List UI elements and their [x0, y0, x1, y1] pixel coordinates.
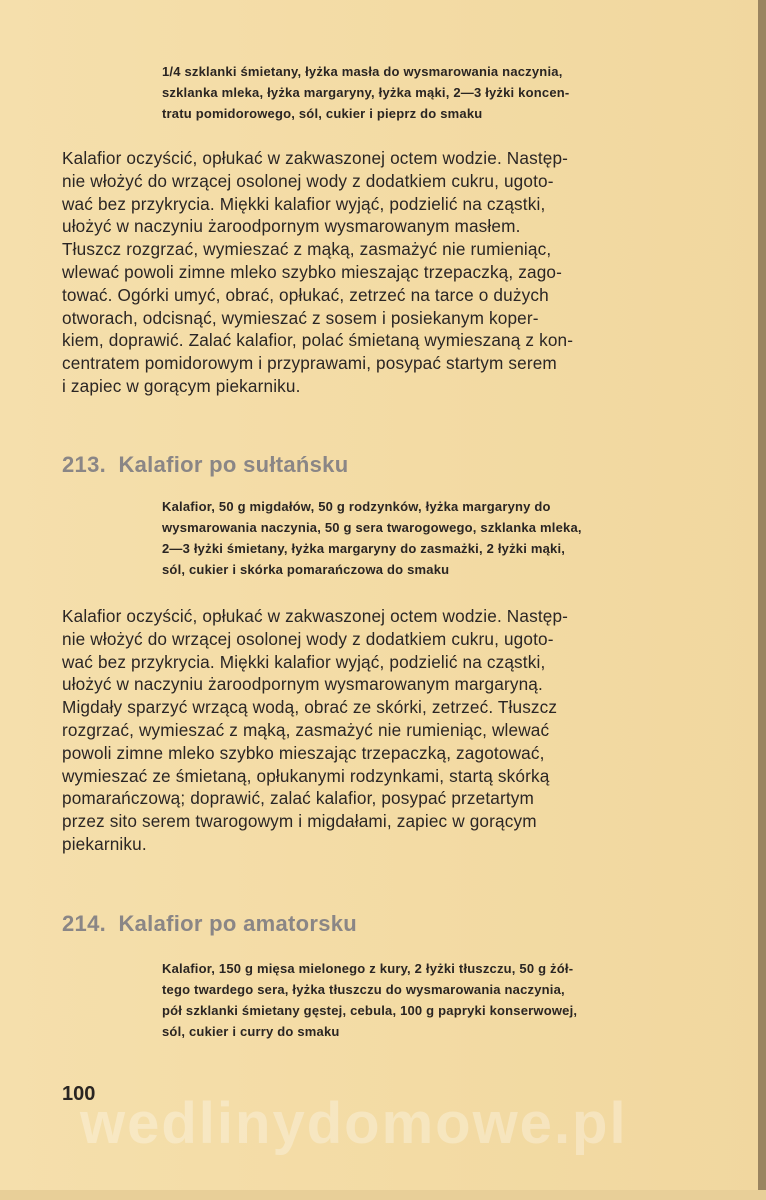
ingredient-line: tego twardego sera, łyżka tłuszczu do wysmarowania naczynia, [162, 982, 565, 997]
watermark: wedlinydomowe.pl [80, 1091, 628, 1156]
method-line: rozgrzać, wymieszać z mąką, zasmażyć nie rumieniąc, wlewać [62, 719, 550, 740]
recipe-title: Kalafior po sułtańsku [118, 452, 349, 477]
ingredient-line: sól, cukier i curry do smaku [162, 1024, 340, 1039]
method-line: tować. Ogórki umyć, obrać, opłukać, zetrzeć na tarce o dużych [62, 284, 549, 305]
recipe-214-heading [62, 911, 357, 937]
method-line: ułożyć w naczyniu żaroodpornym wysmarowanym margaryną. [62, 674, 543, 695]
ingredient-line: szklanka mleka, łyżka margaryny, łyżka mąki, 2—3 łyżki koncen- [162, 85, 570, 100]
ingredient-line: 2—3 łyżki śmietany, łyżka margaryny do zasmażki, 2 łyżki mąki, [162, 541, 566, 556]
method-line: wać bez przykrycia. Miękki kalafior wyjąć, podzielić na cząstki, [62, 651, 546, 672]
method-line: centratem pomidorowym i przyprawami, posypać startym serem [62, 353, 557, 374]
method-line: piekarniku. [62, 833, 147, 854]
ingredient-line: 1/4 szklanki śmietany, łyżka masła do wysmarowania naczynia, [162, 64, 563, 79]
method-line: otworach, odcisnąć, wymieszać z sosem i posiekanym koper- [62, 307, 539, 328]
method-line: wlewać powoli zimne mleko szybko mieszając trzepaczką, zago- [62, 261, 562, 282]
recipe-213-method [62, 605, 712, 856]
recipe-title: Kalafior po amatorsku [118, 911, 358, 936]
method-line: nie włożyć do wrzącej osolonej wody z dodatkiem cukru, ugoto- [62, 628, 554, 649]
method-line: kiem, doprawić. Zalać kalafior, polać śmietaną wymieszaną z kon- [62, 330, 574, 351]
intro-method [62, 147, 712, 398]
recipe-214-ingredients [162, 958, 577, 1042]
method-line: powoli zimne mleko szybko mieszając trzepaczką, zagotować, [62, 742, 545, 763]
method-line: wymieszać ze śmietaną, opłukanymi rodzynkami, startą skórką [62, 765, 550, 786]
recipe-213-ingredients [162, 496, 582, 580]
recipe-number: 214. [62, 911, 107, 936]
method-line: Kalafior oczyścić, opłukać w zakwaszonej octem wodzie. Następ- [62, 148, 569, 168]
page-number: 100 [62, 1083, 96, 1105]
ingredient-line: wysmarowania naczynia, 50 g sera twarogowego, szklanka mleka, [162, 520, 582, 535]
recipe-number: 213. [62, 452, 107, 477]
method-line: wać bez przykrycia. Miękki kalafior wyjąć, podzielić na cząstki, [62, 193, 546, 214]
method-line: Kalafior oczyścić, opłukać w zakwaszonej octem wodzie. Następ- [62, 606, 569, 626]
ingredient-line: Kalafior, 150 g mięsa mielonego z kury, 2 łyżki tłuszczu, 50 g żół- [162, 961, 574, 976]
method-line: przez sito serem twarogowym i migdałami, zapiec w gorącym [62, 811, 537, 832]
ingredient-line: tratu pomidorowego, sól, cukier i pieprz do smaku [162, 106, 483, 121]
ingredient-line: Kalafior, 50 g migdałów, 50 g rodzynków, łyżka margaryny do [162, 499, 551, 514]
method-line: ułożyć w naczyniu żaroodpornym wysmarowanym masłem. [62, 216, 521, 237]
method-line: Tłuszcz rozgrzać, wymieszać z mąką, zasmażyć nie rumieniąc, [62, 239, 552, 260]
method-line: nie włożyć do wrzącej osolonej wody z dodatkiem cukru, ugoto- [62, 170, 554, 191]
page-bottom-edge [0, 1190, 766, 1200]
ingredient-line: pół szklanki śmietany gęstej, cebula, 100 g papryki konserwowej, [162, 1003, 578, 1018]
method-line: Migdały sparzyć wrzącą wodą, obrać ze skórki, zetrzeć. Tłuszcz [62, 697, 558, 718]
recipe-213-heading [62, 452, 348, 478]
method-line: pomarańczową; doprawić, zalać kalafior, posypać przetartym [62, 788, 535, 809]
intro-ingredients [162, 61, 569, 124]
method-line: i zapiec w gorącym piekarniku. [62, 375, 301, 396]
ingredient-line: sól, cukier i skórka pomarańczowa do smaku [162, 562, 450, 577]
page-edge-shadow [758, 0, 766, 1200]
